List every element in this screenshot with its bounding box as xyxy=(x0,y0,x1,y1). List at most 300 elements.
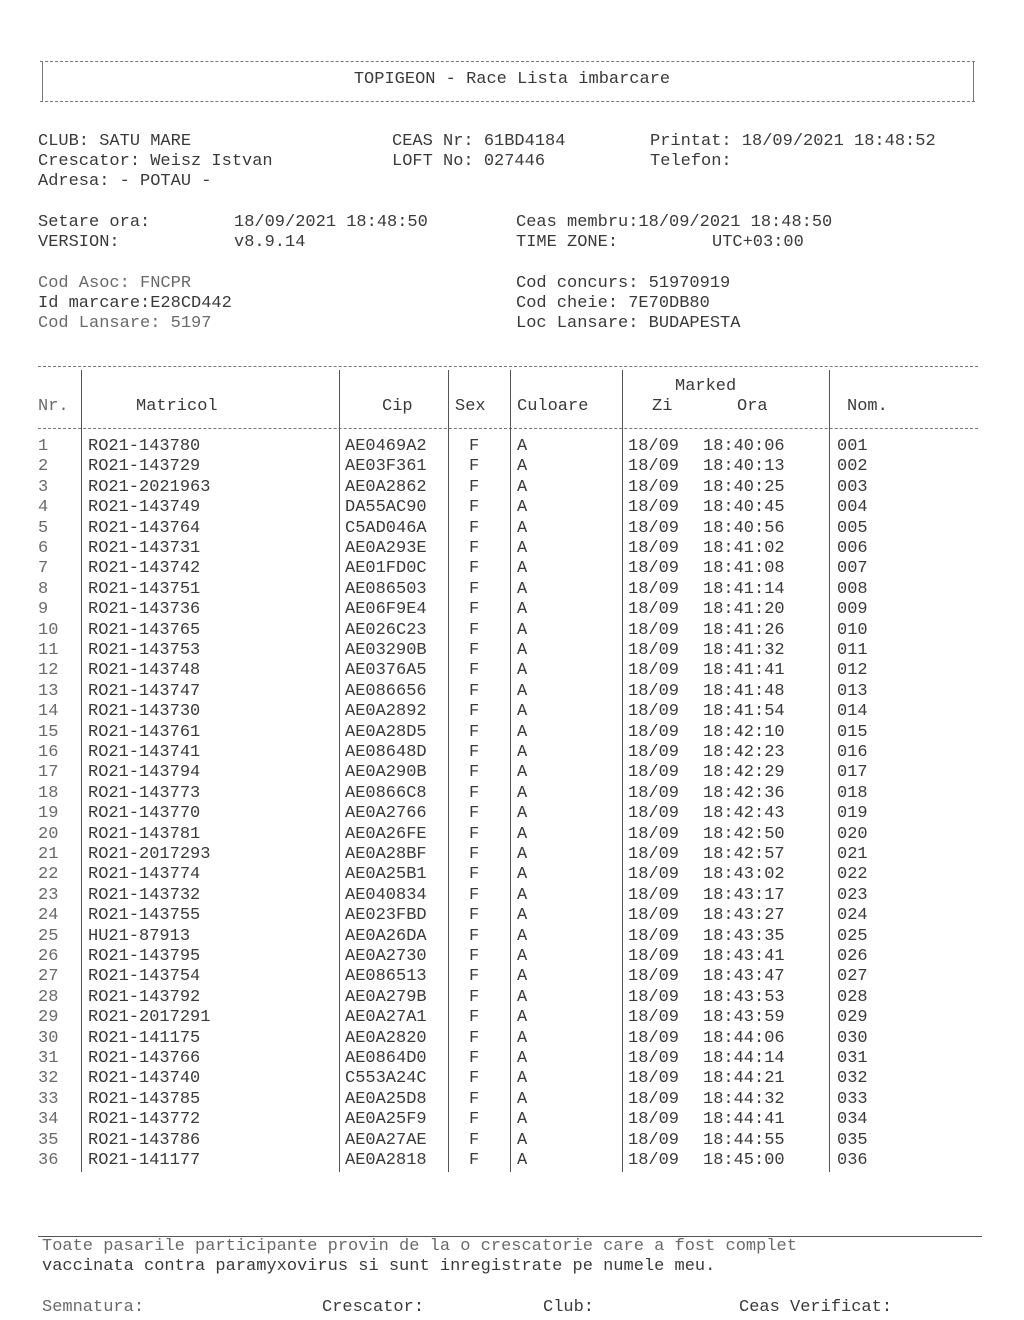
row-ora: 18:40:25 xyxy=(703,477,785,497)
row-matricol: RO21-143794 xyxy=(88,763,201,783)
row-nr: 12 xyxy=(38,661,59,681)
table-row xyxy=(0,641,1024,661)
row-matricol: RO21-141177 xyxy=(88,1151,201,1170)
row-zi: 18/09 xyxy=(628,1028,680,1048)
table-row xyxy=(0,1090,1024,1110)
row-ora: 18:40:06 xyxy=(703,437,785,456)
row-zi: 18/09 xyxy=(628,539,680,558)
row-matricol: RO21-143732 xyxy=(88,885,201,905)
row-culoare: A xyxy=(517,865,528,885)
table-row xyxy=(0,763,1024,783)
row-ora: 18:41:14 xyxy=(703,579,785,599)
cod-lansare: Cod Lansare: 5197 xyxy=(38,314,212,333)
declaration-line-1: Toate pasarile participante provin de la o crescatorie care a fost complet xyxy=(42,1237,797,1256)
row-nr: 15 xyxy=(38,722,59,742)
row-matricol: RO21-143742 xyxy=(88,559,201,579)
row-ora: 18:41:26 xyxy=(703,620,785,640)
row-ora: 18:45:00 xyxy=(703,1151,785,1170)
row-ora: 18:43:47 xyxy=(703,967,785,987)
row-sex: F xyxy=(469,641,480,660)
row-zi: 18/09 xyxy=(628,783,680,803)
row-ora: 18:43:59 xyxy=(703,1008,785,1028)
row-nom: 018 xyxy=(837,783,868,803)
table-header-bottom-border xyxy=(38,428,978,429)
row-culoare: A xyxy=(517,1110,528,1130)
id-marcare: Id marcare:E28CD442 xyxy=(38,294,232,313)
row-sex: F xyxy=(469,783,480,803)
row-nr: 34 xyxy=(38,1110,59,1130)
row-zi: 18/09 xyxy=(628,1049,680,1068)
ceas-nr: CEAS Nr: 61BD4184 xyxy=(392,132,566,151)
row-ora: 18:43:41 xyxy=(703,947,785,966)
row-ora: 18:43:53 xyxy=(703,987,785,1007)
row-culoare: A xyxy=(517,477,528,497)
row-nom: 001 xyxy=(837,437,868,456)
row-ora: 18:42:23 xyxy=(703,743,785,762)
row-matricol: RO21-143761 xyxy=(88,722,201,742)
row-cip: DA55AC90 xyxy=(345,498,427,518)
row-nom: 012 xyxy=(837,661,868,681)
table-row xyxy=(0,682,1024,702)
crescator-line: Crescator: Weisz Istvan xyxy=(38,152,273,171)
row-ora: 18:41:54 xyxy=(703,702,785,722)
row-zi: 18/09 xyxy=(628,518,680,538)
row-ora: 18:41:20 xyxy=(703,600,785,620)
row-nr: 1 xyxy=(38,437,49,456)
row-matricol: RO21-143792 xyxy=(88,987,201,1007)
row-cip: AE0376A5 xyxy=(345,661,427,681)
table-row xyxy=(0,804,1024,824)
row-nr: 14 xyxy=(38,702,59,722)
row-ora: 18:43:35 xyxy=(703,926,785,946)
row-matricol: RO21-143731 xyxy=(88,539,201,558)
row-culoare: A xyxy=(517,559,528,579)
row-matricol: RO21-143736 xyxy=(88,600,201,620)
header-ora: Ora xyxy=(737,397,768,416)
row-zi: 18/09 xyxy=(628,926,680,946)
row-culoare: A xyxy=(517,804,528,824)
declaration-line-2: vaccinata contra paramyxovirus si sunt inregistrate pe numele meu. xyxy=(42,1257,716,1276)
row-zi: 18/09 xyxy=(628,885,680,905)
setare-ora-label: Setare ora: xyxy=(38,213,151,232)
row-ora: 18:43:02 xyxy=(703,865,785,885)
loc-lansare: Loc Lansare: BUDAPESTA xyxy=(516,314,741,333)
table-row xyxy=(0,1110,1024,1130)
row-nr: 27 xyxy=(38,967,59,987)
table-row xyxy=(0,1131,1024,1151)
row-nr: 22 xyxy=(38,865,59,885)
row-nr: 32 xyxy=(38,1069,59,1089)
row-ora: 18:41:02 xyxy=(703,539,785,558)
row-sex: F xyxy=(469,539,480,558)
table-row xyxy=(0,539,1024,559)
row-culoare: A xyxy=(517,743,528,762)
row-cip: AE01FD0C xyxy=(345,559,427,579)
row-nr: 9 xyxy=(38,600,49,620)
row-culoare: A xyxy=(517,845,528,864)
row-ora: 18:43:27 xyxy=(703,906,785,926)
version-value: v8.9.14 xyxy=(234,233,306,252)
row-matricol: RO21-143766 xyxy=(88,1049,201,1068)
row-nr: 30 xyxy=(38,1028,59,1048)
row-nr: 35 xyxy=(38,1130,59,1150)
table-row xyxy=(0,988,1024,1008)
row-nom: 003 xyxy=(837,477,868,497)
row-zi: 18/09 xyxy=(628,1110,680,1130)
row-nr: 6 xyxy=(38,539,49,558)
table-row xyxy=(0,845,1024,865)
row-culoare: A xyxy=(517,947,528,966)
row-ora: 18:40:45 xyxy=(703,498,785,518)
row-sex: F xyxy=(469,518,480,538)
row-zi: 18/09 xyxy=(628,641,680,660)
table-row xyxy=(0,906,1024,926)
row-nr: 11 xyxy=(38,641,59,660)
row-ora: 18:42:29 xyxy=(703,763,785,783)
row-cip: AE0A290B xyxy=(345,763,427,783)
row-ora: 18:40:13 xyxy=(703,457,785,477)
row-culoare: A xyxy=(517,600,528,620)
row-nom: 031 xyxy=(837,1049,868,1068)
row-sex: F xyxy=(469,947,480,966)
row-nom: 007 xyxy=(837,559,868,579)
row-cip: AE086513 xyxy=(345,967,427,987)
row-sex: F xyxy=(469,987,480,1007)
row-zi: 18/09 xyxy=(628,702,680,722)
row-matricol: RO21-143749 xyxy=(88,498,201,518)
header-nom: Nom. xyxy=(847,397,888,416)
row-sex: F xyxy=(469,661,480,681)
version-label: VERSION: xyxy=(38,233,120,252)
row-matricol: RO21-143751 xyxy=(88,579,201,599)
row-nr: 4 xyxy=(38,498,49,518)
row-matricol: HU21-87913 xyxy=(88,926,191,946)
row-ora: 18:41:32 xyxy=(703,641,785,660)
row-sex: F xyxy=(469,1008,480,1028)
row-matricol: RO21-2017293 xyxy=(88,845,211,864)
row-nom: 028 xyxy=(837,987,868,1007)
table-row xyxy=(0,1069,1024,1089)
table-row xyxy=(0,967,1024,987)
row-zi: 18/09 xyxy=(628,1069,680,1089)
row-cip: AE0A25F9 xyxy=(345,1110,427,1130)
row-zi: 18/09 xyxy=(628,620,680,640)
row-sex: F xyxy=(469,743,480,762)
row-matricol: RO21-141175 xyxy=(88,1028,201,1048)
adresa-line: Adresa: - POTAU - xyxy=(38,172,212,191)
row-nr: 36 xyxy=(38,1151,59,1170)
row-zi: 18/09 xyxy=(628,967,680,987)
row-sex: F xyxy=(469,600,480,620)
row-sex: F xyxy=(469,498,480,518)
row-nom: 036 xyxy=(837,1151,868,1170)
row-matricol: RO21-143755 xyxy=(88,906,201,926)
row-ora: 18:42:10 xyxy=(703,722,785,742)
row-cip: C553A24C xyxy=(345,1069,427,1089)
row-nr: 19 xyxy=(38,804,59,824)
table-row xyxy=(0,478,1024,498)
row-sex: F xyxy=(469,620,480,640)
row-matricol: RO21-143772 xyxy=(88,1110,201,1130)
row-ora: 18:41:48 xyxy=(703,681,785,701)
row-sex: F xyxy=(469,865,480,885)
row-zi: 18/09 xyxy=(628,579,680,599)
row-culoare: A xyxy=(517,498,528,518)
row-culoare: A xyxy=(517,763,528,783)
row-nom: 013 xyxy=(837,681,868,701)
row-sex: F xyxy=(469,885,480,905)
telefon: Telefon: xyxy=(650,152,732,171)
row-matricol: RO21-143764 xyxy=(88,518,201,538)
row-sex: F xyxy=(469,1069,480,1089)
row-sex: F xyxy=(469,804,480,824)
row-nr: 18 xyxy=(38,783,59,803)
setare-ora-value: 18/09/2021 18:48:50 xyxy=(234,213,428,232)
row-cip: AE0A27AE xyxy=(345,1130,427,1150)
row-culoare: A xyxy=(517,539,528,558)
header-zi: Zi xyxy=(652,397,673,416)
row-culoare: A xyxy=(517,1008,528,1028)
row-cip: AE0A26DA xyxy=(345,926,427,946)
row-cip: AE0A25B1 xyxy=(345,865,427,885)
table-row xyxy=(0,723,1024,743)
row-matricol: RO21-2021963 xyxy=(88,477,211,497)
row-sex: F xyxy=(469,906,480,926)
row-nr: 16 xyxy=(38,743,59,762)
row-cip: AE03F361 xyxy=(345,457,427,477)
row-zi: 18/09 xyxy=(628,845,680,864)
row-cip: AE06F9E4 xyxy=(345,600,427,620)
row-nom: 022 xyxy=(837,865,868,885)
header-cip: Cip xyxy=(382,397,413,416)
row-sex: F xyxy=(469,1151,480,1170)
row-nom: 021 xyxy=(837,845,868,864)
row-zi: 18/09 xyxy=(628,1151,680,1170)
row-zi: 18/09 xyxy=(628,804,680,824)
row-sex: F xyxy=(469,1028,480,1048)
row-matricol: RO21-143781 xyxy=(88,824,201,844)
table-row xyxy=(0,437,1024,457)
row-nr: 7 xyxy=(38,559,49,579)
row-cip: AE0A279B xyxy=(345,987,427,1007)
row-matricol: RO21-143741 xyxy=(88,743,201,762)
row-zi: 18/09 xyxy=(628,722,680,742)
row-matricol: RO21-143748 xyxy=(88,661,201,681)
table-row xyxy=(0,784,1024,804)
table-row xyxy=(0,1049,1024,1069)
title-box-bottom xyxy=(40,101,975,102)
signature-label: Semnatura: xyxy=(42,1298,145,1317)
document-title: TOPIGEON - Race Lista imbarcare xyxy=(353,70,671,89)
row-cip: AE0A28BF xyxy=(345,845,427,864)
row-culoare: A xyxy=(517,702,528,722)
row-sex: F xyxy=(469,1089,480,1109)
header-sex: Sex xyxy=(455,397,486,416)
row-matricol: RO21-143765 xyxy=(88,620,201,640)
row-nom: 009 xyxy=(837,600,868,620)
row-zi: 18/09 xyxy=(628,437,680,456)
row-ora: 18:44:14 xyxy=(703,1049,785,1068)
row-sex: F xyxy=(469,702,480,722)
cod-cheie: Cod cheie: 7E70DB80 xyxy=(516,294,710,313)
row-zi: 18/09 xyxy=(628,947,680,966)
row-nr: 29 xyxy=(38,1008,59,1028)
row-nom: 015 xyxy=(837,722,868,742)
table-row xyxy=(0,519,1024,539)
row-nr: 8 xyxy=(38,579,49,599)
table-row xyxy=(0,1151,1024,1171)
row-nom: 019 xyxy=(837,804,868,824)
row-zi: 18/09 xyxy=(628,457,680,477)
row-nr: 23 xyxy=(38,885,59,905)
row-nom: 004 xyxy=(837,498,868,518)
header-nr: Nr. xyxy=(38,397,69,416)
row-culoare: A xyxy=(517,926,528,946)
row-cip: AE0A2766 xyxy=(345,804,427,824)
row-culoare: A xyxy=(517,437,528,456)
table-row xyxy=(0,825,1024,845)
row-cip: AE0A26FE xyxy=(345,824,427,844)
row-nom: 026 xyxy=(837,947,868,966)
row-nom: 014 xyxy=(837,702,868,722)
row-cip: AE0469A2 xyxy=(345,437,427,456)
row-cip: AE0866C8 xyxy=(345,783,427,803)
table-row xyxy=(0,743,1024,763)
row-ora: 18:44:06 xyxy=(703,1028,785,1048)
row-culoare: A xyxy=(517,518,528,538)
row-sex: F xyxy=(469,722,480,742)
row-nr: 25 xyxy=(38,926,59,946)
row-ora: 18:42:43 xyxy=(703,804,785,824)
crescator-signature-label: Crescator: xyxy=(322,1298,425,1317)
time-zone-label: TIME ZONE: xyxy=(516,233,619,252)
row-zi: 18/09 xyxy=(628,987,680,1007)
row-nom: 023 xyxy=(837,885,868,905)
row-culoare: A xyxy=(517,722,528,742)
table-row xyxy=(0,498,1024,518)
row-ora: 18:41:41 xyxy=(703,661,785,681)
row-culoare: A xyxy=(517,457,528,477)
row-matricol: RO21-143740 xyxy=(88,1069,201,1089)
row-sex: F xyxy=(469,477,480,497)
table-row xyxy=(0,886,1024,906)
row-matricol: RO21-143773 xyxy=(88,783,201,803)
row-nom: 032 xyxy=(837,1069,868,1089)
row-zi: 18/09 xyxy=(628,1089,680,1109)
row-zi: 18/09 xyxy=(628,681,680,701)
cod-concurs: Cod concurs: 51970919 xyxy=(516,274,731,293)
row-ora: 18:43:17 xyxy=(703,885,785,905)
table-row xyxy=(0,621,1024,641)
row-nom: 033 xyxy=(837,1089,868,1109)
row-ora: 18:42:57 xyxy=(703,845,785,864)
row-ora: 18:44:55 xyxy=(703,1130,785,1150)
row-nom: 005 xyxy=(837,518,868,538)
row-sex: F xyxy=(469,1110,480,1130)
row-sex: F xyxy=(469,437,480,456)
table-row xyxy=(0,865,1024,885)
row-zi: 18/09 xyxy=(628,559,680,579)
table-row xyxy=(0,927,1024,947)
row-zi: 18/09 xyxy=(628,477,680,497)
row-zi: 18/09 xyxy=(628,1008,680,1028)
row-nr: 24 xyxy=(38,906,59,926)
row-ora: 18:42:50 xyxy=(703,824,785,844)
row-nr: 17 xyxy=(38,763,59,783)
row-culoare: A xyxy=(517,1028,528,1048)
club-signature-label: Club: xyxy=(543,1298,595,1317)
row-cip: AE086656 xyxy=(345,681,427,701)
row-sex: F xyxy=(469,681,480,701)
table-row xyxy=(0,1029,1024,1049)
row-culoare: A xyxy=(517,641,528,660)
row-ora: 18:44:21 xyxy=(703,1069,785,1089)
table-row xyxy=(0,702,1024,722)
row-nr: 21 xyxy=(38,845,59,864)
club-line: CLUB: SATU MARE xyxy=(38,132,192,151)
row-nom: 034 xyxy=(837,1110,868,1130)
title-box-top xyxy=(40,61,975,62)
row-ora: 18:44:32 xyxy=(703,1089,785,1109)
row-nom: 029 xyxy=(837,1008,868,1028)
row-nom: 024 xyxy=(837,906,868,926)
row-zi: 18/09 xyxy=(628,865,680,885)
row-cip: AE026C23 xyxy=(345,620,427,640)
row-zi: 18/09 xyxy=(628,498,680,518)
table-row xyxy=(0,559,1024,579)
table-row xyxy=(0,457,1024,477)
row-nr: 20 xyxy=(38,824,59,844)
row-culoare: A xyxy=(517,824,528,844)
row-sex: F xyxy=(469,579,480,599)
row-nr: 10 xyxy=(38,620,59,640)
row-zi: 18/09 xyxy=(628,743,680,762)
row-culoare: A xyxy=(517,1089,528,1109)
row-culoare: A xyxy=(517,1049,528,1068)
row-culoare: A xyxy=(517,906,528,926)
row-nr: 5 xyxy=(38,518,49,538)
row-matricol: RO21-143730 xyxy=(88,702,201,722)
row-matricol: RO21-143786 xyxy=(88,1130,201,1150)
row-matricol: RO21-143780 xyxy=(88,437,201,456)
header-marked: Marked xyxy=(675,377,737,396)
row-sex: F xyxy=(469,1049,480,1068)
printat: Printat: 18/09/2021 18:48:52 xyxy=(650,132,936,151)
header-matricol: Matricol xyxy=(136,397,218,416)
row-culoare: A xyxy=(517,987,528,1007)
row-cip: AE0864D0 xyxy=(345,1049,427,1068)
loft-no: LOFT No: 027446 xyxy=(392,152,546,171)
table-row xyxy=(0,1008,1024,1028)
row-cip: AE0A2730 xyxy=(345,947,427,966)
row-matricol: RO21-143770 xyxy=(88,804,201,824)
row-cip: AE0A2820 xyxy=(345,1028,427,1048)
row-cip: AE0A293E xyxy=(345,539,427,558)
row-matricol: RO21-143747 xyxy=(88,681,201,701)
row-culoare: A xyxy=(517,681,528,701)
row-sex: F xyxy=(469,1130,480,1150)
row-cip: AE023FBD xyxy=(345,906,427,926)
row-culoare: A xyxy=(517,967,528,987)
row-matricol: RO21-143753 xyxy=(88,641,201,660)
row-culoare: A xyxy=(517,579,528,599)
row-sex: F xyxy=(469,559,480,579)
row-sex: F xyxy=(469,457,480,477)
row-nom: 002 xyxy=(837,457,868,477)
row-cip: AE0A25D8 xyxy=(345,1089,427,1109)
row-matricol: RO21-143754 xyxy=(88,967,201,987)
table-row xyxy=(0,580,1024,600)
